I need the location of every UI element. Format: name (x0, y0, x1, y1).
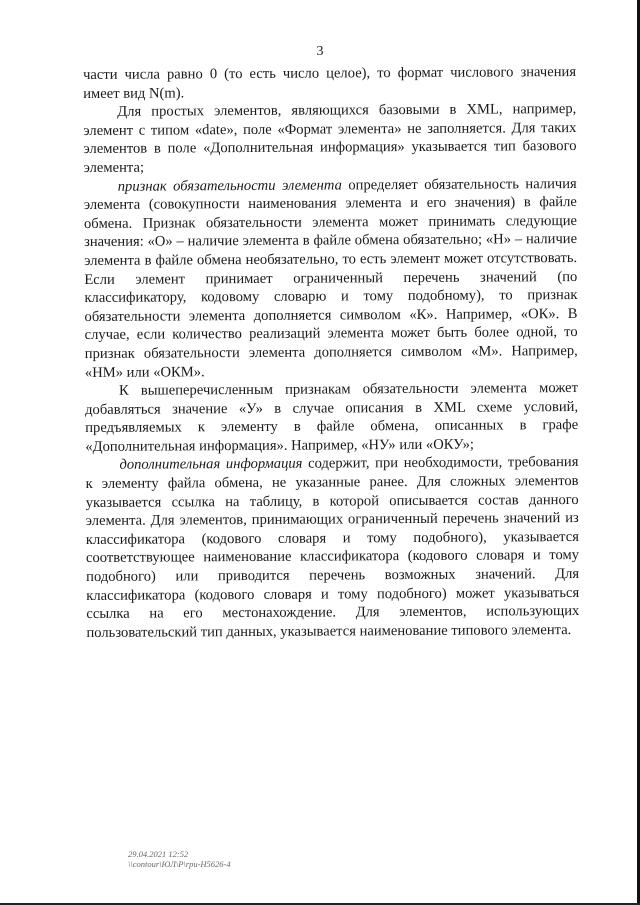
paragraph-5 (85, 453, 579, 642)
paragraph-1 (83, 63, 576, 103)
document-footer (128, 849, 231, 869)
paragraph-4 (85, 379, 578, 456)
footer-timestamp: 29.04.2021 12:52 (128, 849, 189, 859)
paragraph-lead-term: дополнительная информация (119, 456, 303, 474)
paragraph-text: К вышеперечисленным признакам обязательности элемента может добавляться значение «У» в случае описания в XML схеме условий, предъявляемых к элементу в файле обмена, описанных в графе «Дополнительная информация». Например, «НУ» или «ОКУ»; (85, 380, 579, 455)
paragraph-text: Для простых элементов, являющихся базовыми в XML, например, элемент с типом «date», поле «Формат элемента» не заполняется. Для таких элементов в поле «Дополнительная информация» указывается тип базового элемента; (83, 101, 577, 176)
paragraph-text: содержит, при необходимости, требования к элементу файла обмена, не указанные ранее. Для сложных элементов указывается ссылка на таблицу, в которой описывается состав данного элемента. Для элементов, принимающих ограниченный перечень значений из классификатора (кодового словаря и тому подобного), указывается соответствующее наименование классификатора (кодового словаря и тому подобного) или приводится перечень возможных значений. Для классификатора (кодового словаря и тому подобного) может указываться ссылка на его местонахождение. Для элементов, использующих пользовательский тип данных, указывается наименование типового элемента. (85, 454, 580, 641)
paragraph-2 (83, 100, 576, 177)
paragraph-3 (84, 175, 578, 383)
paragraph-text: определяет обязательность наличия элемента (совокупности наименования элемента и его значения) в файле обмена. Признак обязательности элемента может принимать следующие значения: «О» – наличие элемента в файле обмена обязательно; «Н» – наличие элемента в файле обмена необязательно, то есть элемент может отсутствовать. Если элемент принимает ограниченный перечень значений (по классификатору, кодовому словарю и тому подобному), то признак обязательности элемента дополняется символом «К». Например, «ОК». В случае, если количество реализаций элемента может быть более одной, то признак обязательности элемента дополняется символом «М». Например, «НМ» или «ОКМ». (83, 175, 578, 381)
paragraph-lead-term: признак обязательности элемента (117, 176, 342, 195)
page-number: 3 (316, 44, 324, 59)
body-text (83, 63, 580, 642)
paragraph-text: части числа равно 0 (то есть число целое), то формат числового значения имеет вид N(m). (83, 63, 577, 102)
footer-file-path: \\contour\ЮЛ\Р\rpu-H5626-4 (128, 859, 231, 869)
